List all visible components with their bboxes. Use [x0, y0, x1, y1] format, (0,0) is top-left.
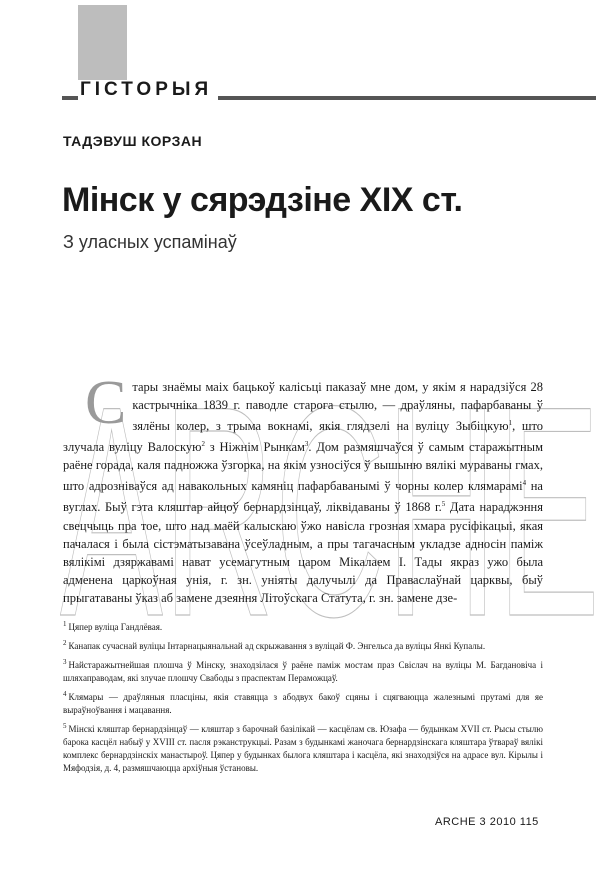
footnote-number: 4: [63, 690, 67, 698]
body-text-run: . Дом размяшчаўся ў самым старажытным раёне горада, каля падножжа ўзгорка, на якім узносіўся ў вышыню вялікі мураваны гмах, што адрозніваўся ад навакольных камяніц пафарбаванымі ў чорны колер клямарамі: [63, 440, 543, 494]
footnote-item: [63, 637, 543, 653]
section-title: ГІСТОРЫЯ: [78, 80, 218, 100]
footnote-item: [63, 720, 543, 775]
footnote-text: Клямары — драўляныя пласціны, якія ставяцца з абодвух бакоў сцяны і сцягваюцца жалезнымі прутамі для яе выраўноўвання і мацавання.: [63, 692, 543, 715]
footnote-item: [63, 688, 543, 717]
footnote-text: Канапак сучаснай вуліцы Інтарнацыянальнай ад скрыжавання з вуліцай Ф. Энгельса да вуліцы Янкі Купалы.: [68, 641, 486, 651]
footnote-text: Мінскі кляштар бернардзінцаў — кляштар з барочнай базілікай — касцёлам св. Юзафа — будынкам XVII ст. Рысы стылю барока касцёл набыў у XVIII ст. пасля рэканструкцыі. Разам з будынкамі жаночага бернардзінскага кляштара ўтвараў вялікі комплекс бернардзінскіх манастыроў. Цяпер у будынках былога кляштара і касцёла, які знаходзіўся на адрасе вул. Кірылы і Мяфодзія, д. 4, размяшчаюцца архіўныя ўстановы.: [63, 724, 543, 773]
page-folio: ARCHE 3 2010 115: [435, 816, 539, 828]
footnotes: [63, 618, 543, 778]
footnote-ref[interactable]: 5: [441, 500, 446, 509]
footnote-number: 5: [63, 722, 67, 730]
footnote-ref[interactable]: 3: [304, 440, 309, 449]
article-subtitle: З уласных успамінаў: [63, 232, 237, 252]
footnote-number: 1: [63, 620, 67, 628]
watermark-text: ARCHE: [60, 343, 600, 635]
footnote-text: Цяпер вуліца Гандлёвая.: [68, 622, 163, 632]
footnote-ref[interactable]: 2: [201, 440, 205, 449]
footnote-item: [63, 656, 543, 685]
footnote-text: Найстаражытнейшая плошча ў Мінску, знаходзілася ў раёне паміж мостам праз Свіслач на вуліцы М. Багдановіча і шляхаправодам, які злучае плошчу Свабоды з праспектам Пераможцаў.: [63, 660, 543, 683]
body-text-run: тары знаёмы маіх бацькоў калісьці паказаў мне дом, у якім я нарадзіўся 28 кастрычніка 1839 г. паводле старога стылю, — драўляны, пафарбаваны ў зялёны колер, з трыма вокнамі, якія глядзелі на вуліцу Зыбіцкую: [132, 380, 543, 434]
drop-cap: С: [85, 369, 127, 437]
footnote-ref[interactable]: 1: [508, 419, 513, 427]
body-text-run: з Ніжнім Рынкам: [204, 440, 305, 455]
decorative-gray-block: [78, 5, 127, 90]
author-name: ТАДЭВУШ КОРЗАН: [63, 133, 203, 149]
footnote-ref[interactable]: 4: [522, 479, 527, 488]
article-title: Мінск у сярэдзіне XIX ст.: [62, 181, 463, 219]
body-text-run: , што злучала вуліцу Валоскую: [63, 419, 543, 455]
footnote-number: 3: [63, 658, 67, 666]
footnote-number: 2: [63, 639, 67, 647]
body-text-run: на вуглах. Быў гэта кляштар айцоў бернардзінцаў, ліквідаваны ў 1868 г.: [63, 479, 543, 515]
article-body: [63, 369, 543, 607]
body-paragraph: [63, 369, 543, 607]
footnote-item: [63, 618, 543, 634]
body-text-run: Дата нараджэння свецчыць пра тое, што над маёй калыскаю ўжо навісла грозная хмара русіфікацыі, якая пачалася і была сістэматызавана ўсеўладным, а пры тагачасным укладзе адносін паміж вялікімі дзяржавамі нават усемагутным царом Мікалаем I. Тады якраз ужо была адменена царкоўная унія, г. зн. уніяты далучылі да Праваслаўнай царквы, быў прыгатаваны ўказ аб замене дзеяння Літоўскага Статута, г. зн. замене дзе-: [63, 500, 543, 605]
